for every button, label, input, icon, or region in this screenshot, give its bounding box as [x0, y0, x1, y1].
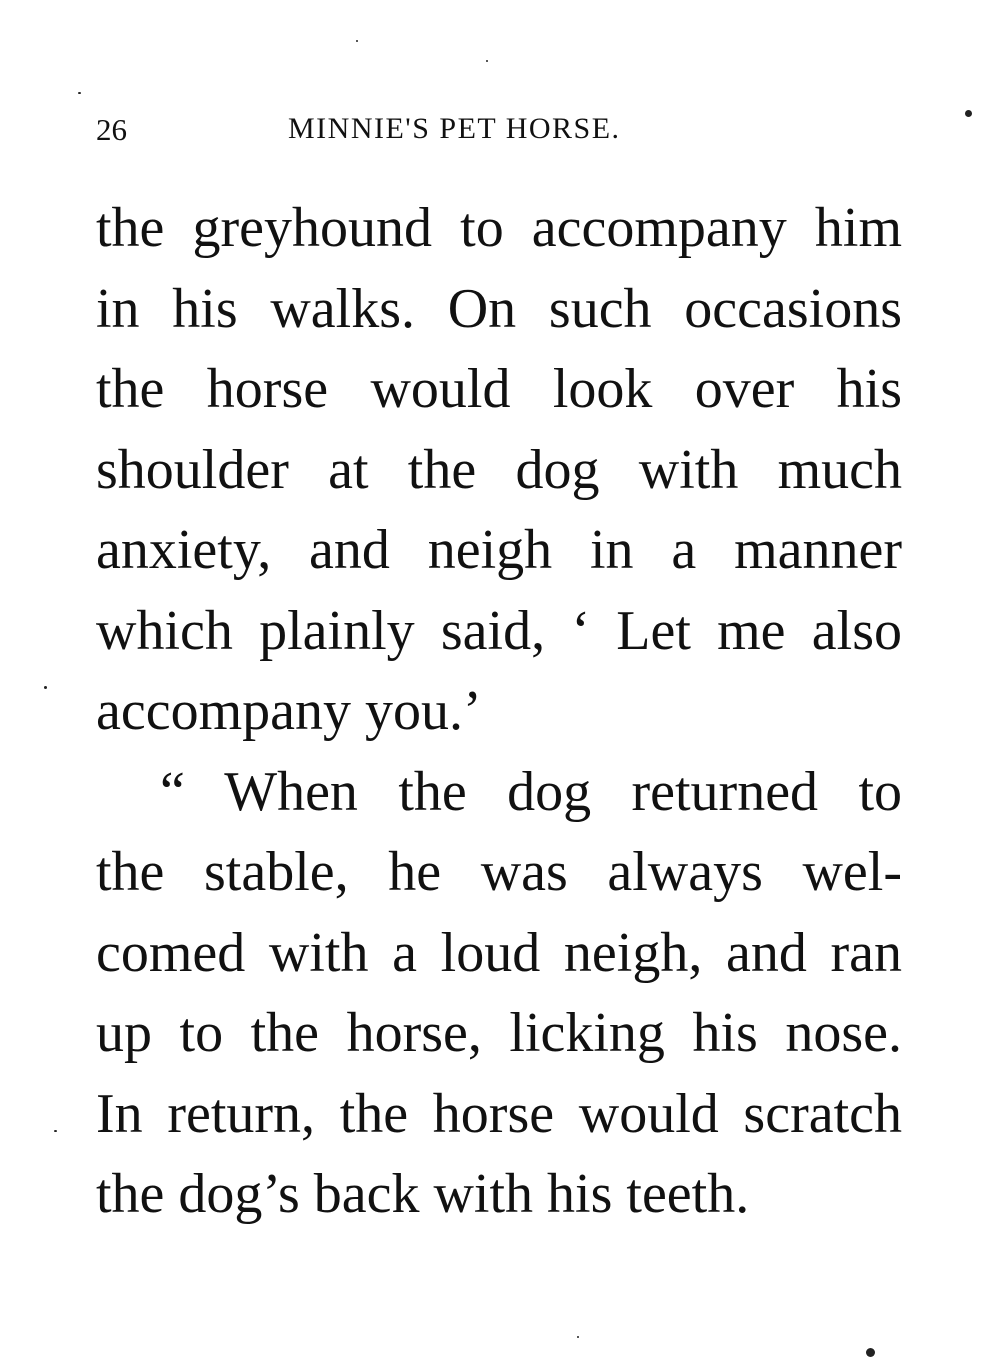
scan-speck [356, 40, 358, 42]
paragraph-start-line: “ When the dog returned to [160, 760, 902, 823]
page-header [96, 112, 902, 152]
body-text [96, 188, 902, 1235]
text-line: shoulder at the dog with much [96, 438, 902, 501]
scan-speck [486, 60, 488, 62]
text-line: in his walks. On such occasions [96, 277, 902, 340]
scan-speck [965, 110, 972, 117]
scan-speck [866, 1348, 875, 1357]
text-line: the stable, he was always wel- [96, 841, 902, 903]
scan-speck [577, 1336, 579, 1338]
running-title: MINNIE'S PET HORSE. [288, 112, 621, 145]
text-line: the dog’s back with his teeth. [96, 1163, 750, 1225]
text-line: the horse would look over his [96, 358, 902, 420]
text-line: anxiety, and neigh in a manner [96, 519, 902, 581]
text-line: the greyhound to accompany him [96, 197, 902, 259]
text-line: up to the horse, licking his nose. [96, 1002, 902, 1064]
scan-speck [44, 686, 47, 689]
scan-speck [78, 92, 81, 94]
text-line: accompany you.’ [96, 680, 482, 742]
text-line: In return, the horse would scratch [96, 1082, 902, 1145]
scan-speck [54, 1130, 57, 1132]
text-line: comed with a loud neigh, and ran [96, 921, 902, 984]
page-number: 26 [96, 112, 127, 147]
text-line: which plainly said, ‘ Let me also [96, 599, 902, 662]
